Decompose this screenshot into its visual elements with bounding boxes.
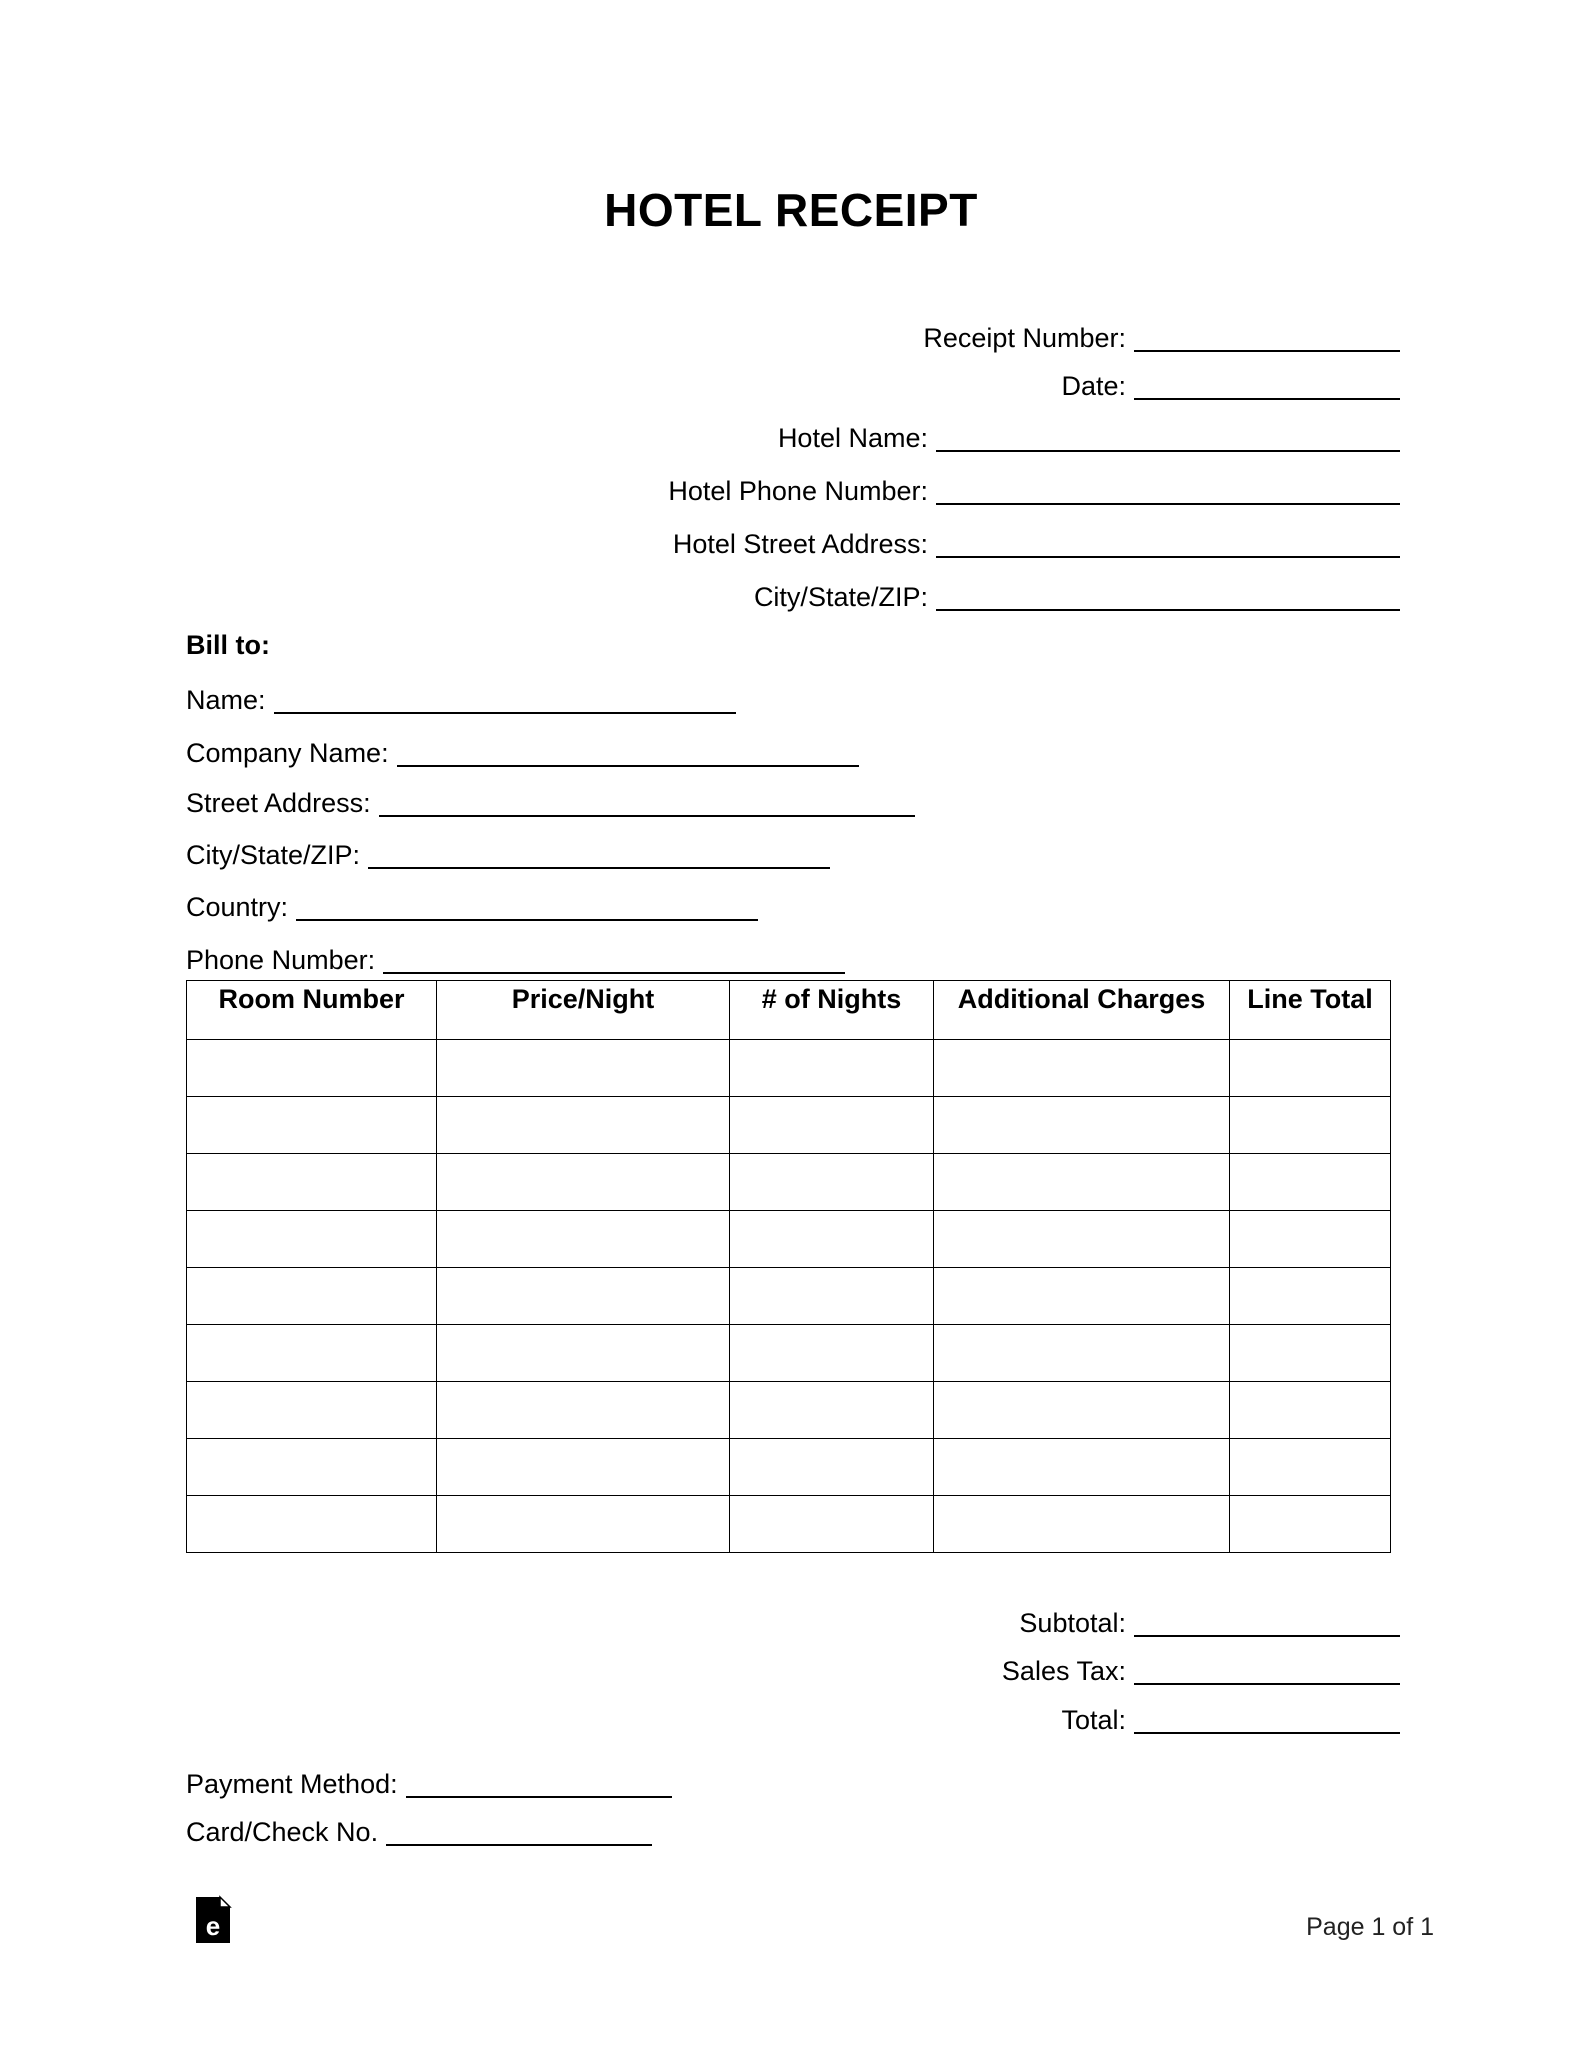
- hotel-phone-field: [668, 471, 1400, 507]
- table-cell[interactable]: [730, 1040, 934, 1097]
- subtotal-field: [1019, 1603, 1400, 1639]
- table-cell[interactable]: [730, 1211, 934, 1268]
- bill-phone-field: [186, 940, 845, 976]
- col-header-price-night: Price/Night: [437, 981, 730, 1040]
- col-header-room-number: Room Number: [187, 981, 437, 1040]
- col-header-additional-charges: Additional Charges: [934, 981, 1230, 1040]
- table-cell[interactable]: [1230, 1382, 1391, 1439]
- table-cell[interactable]: [1230, 1154, 1391, 1211]
- table-cell[interactable]: [934, 1439, 1230, 1496]
- table-row: [187, 1496, 1391, 1553]
- table-cell[interactable]: [437, 1325, 730, 1382]
- hotel-city-field: [754, 577, 1400, 613]
- hotel-street-field: [673, 524, 1400, 560]
- table-cell[interactable]: [437, 1154, 730, 1211]
- total-field: [1061, 1700, 1400, 1736]
- total-label: Total:: [1061, 1705, 1126, 1735]
- document-title: HOTEL RECEIPT: [604, 184, 978, 236]
- hotel-street-blank[interactable]: [936, 530, 1400, 558]
- bill-company-blank[interactable]: [397, 739, 859, 767]
- table-row: [187, 1040, 1391, 1097]
- items-table: [186, 980, 1391, 1553]
- hotel-street-label: Hotel Street Address:: [672, 529, 928, 559]
- subtotal-blank[interactable]: [1134, 1609, 1400, 1637]
- table-row: [187, 1211, 1391, 1268]
- table-cell[interactable]: [187, 1268, 437, 1325]
- bill-phone-label: Phone Number:: [186, 945, 376, 975]
- table-row: [187, 1439, 1391, 1496]
- hotel-phone-label: Hotel Phone Number:: [668, 476, 928, 506]
- table-cell[interactable]: [187, 1439, 437, 1496]
- table-cell[interactable]: [437, 1268, 730, 1325]
- table-cell[interactable]: [934, 1154, 1230, 1211]
- col-header-line-total: Line Total: [1230, 981, 1391, 1040]
- table-cell[interactable]: [1230, 1040, 1391, 1097]
- subtotal-label: Subtotal:: [1019, 1608, 1126, 1638]
- total-blank[interactable]: [1134, 1706, 1400, 1734]
- sales-tax-field: [1002, 1651, 1400, 1687]
- table-row: [187, 1154, 1391, 1211]
- payment-method-field: [186, 1764, 672, 1800]
- table-header-row: [187, 981, 1391, 1040]
- bill-name-blank[interactable]: [274, 686, 736, 714]
- bill-country-blank[interactable]: [296, 893, 758, 921]
- bill-city-label: City/State/ZIP:: [186, 840, 361, 870]
- bill-to-heading: Bill to:: [186, 630, 270, 660]
- bill-country-label: Country:: [186, 892, 289, 922]
- hotel-name-field: [778, 418, 1400, 454]
- bill-street-label: Street Address:: [186, 788, 371, 818]
- date-label: Date:: [1061, 371, 1126, 401]
- page-number: Page 1 of 1: [1306, 1913, 1434, 1941]
- table-cell[interactable]: [730, 1154, 934, 1211]
- table-cell[interactable]: [1230, 1439, 1391, 1496]
- svg-text:e: e: [205, 1911, 221, 1941]
- table-cell[interactable]: [934, 1040, 1230, 1097]
- bill-country-field: [186, 887, 758, 923]
- table-cell[interactable]: [187, 1211, 437, 1268]
- receipt-number-label: Receipt Number:: [923, 323, 1126, 353]
- table-cell[interactable]: [934, 1211, 1230, 1268]
- table-cell[interactable]: [1230, 1211, 1391, 1268]
- table-cell[interactable]: [187, 1496, 437, 1553]
- sales-tax-blank[interactable]: [1134, 1657, 1400, 1685]
- bill-company-field: [186, 733, 859, 769]
- receipt-number-field: [923, 318, 1400, 354]
- bill-street-blank[interactable]: [379, 789, 915, 817]
- table-cell[interactable]: [437, 1040, 730, 1097]
- table-cell[interactable]: [934, 1382, 1230, 1439]
- sales-tax-label: Sales Tax:: [1001, 1656, 1126, 1686]
- table-cell[interactable]: [1230, 1097, 1391, 1154]
- payment-method-label: Payment Method:: [186, 1769, 398, 1799]
- table-row: [187, 1268, 1391, 1325]
- bill-city-blank[interactable]: [368, 841, 830, 869]
- table-cell[interactable]: [730, 1382, 934, 1439]
- card-check-blank[interactable]: [386, 1818, 652, 1846]
- bill-street-field: [186, 783, 915, 819]
- table-cell[interactable]: [730, 1097, 934, 1154]
- bill-phone-blank[interactable]: [383, 946, 845, 974]
- bill-name-field: [186, 680, 736, 716]
- card-check-field: [186, 1812, 652, 1848]
- table-cell[interactable]: [187, 1382, 437, 1439]
- table-cell[interactable]: [187, 1040, 437, 1097]
- table-cell[interactable]: [730, 1268, 934, 1325]
- hotel-city-blank[interactable]: [936, 583, 1400, 611]
- receipt-number-blank[interactable]: [1134, 324, 1400, 352]
- payment-method-blank[interactable]: [406, 1770, 672, 1798]
- eforms-logo-icon: [194, 1895, 232, 1945]
- table-cell[interactable]: [437, 1496, 730, 1553]
- hotel-phone-blank[interactable]: [936, 477, 1400, 505]
- table-cell[interactable]: [934, 1325, 1230, 1382]
- table-cell[interactable]: [934, 1097, 1230, 1154]
- table-cell[interactable]: [1230, 1268, 1391, 1325]
- table-cell[interactable]: [437, 1211, 730, 1268]
- bill-name-label: Name:: [186, 685, 266, 715]
- table-cell[interactable]: [187, 1097, 437, 1154]
- table-cell[interactable]: [187, 1325, 437, 1382]
- hotel-city-label: City/State/ZIP:: [753, 582, 928, 612]
- col-header-num-nights: # of Nights: [730, 981, 934, 1040]
- table-cell[interactable]: [1230, 1496, 1391, 1553]
- table-cell[interactable]: [187, 1154, 437, 1211]
- table-row: [187, 1325, 1391, 1382]
- table-cell[interactable]: [437, 1097, 730, 1154]
- hotel-name-label: Hotel Name:: [777, 423, 928, 453]
- table-row: [187, 1097, 1391, 1154]
- table-row: [187, 1382, 1391, 1439]
- table-cell[interactable]: [934, 1496, 1230, 1553]
- bill-company-label: Company Name:: [186, 738, 389, 768]
- table-cell[interactable]: [730, 1496, 934, 1553]
- date-field: [1061, 366, 1400, 402]
- table-cell[interactable]: [934, 1268, 1230, 1325]
- table-cell[interactable]: [730, 1439, 934, 1496]
- date-blank[interactable]: [1134, 372, 1400, 400]
- bill-city-field: [186, 835, 830, 871]
- card-check-label: Card/Check No.: [186, 1817, 379, 1847]
- hotel-name-blank[interactable]: [936, 424, 1400, 452]
- table-cell[interactable]: [437, 1439, 730, 1496]
- table-cell[interactable]: [730, 1325, 934, 1382]
- table-cell[interactable]: [1230, 1325, 1391, 1382]
- table-cell[interactable]: [437, 1382, 730, 1439]
